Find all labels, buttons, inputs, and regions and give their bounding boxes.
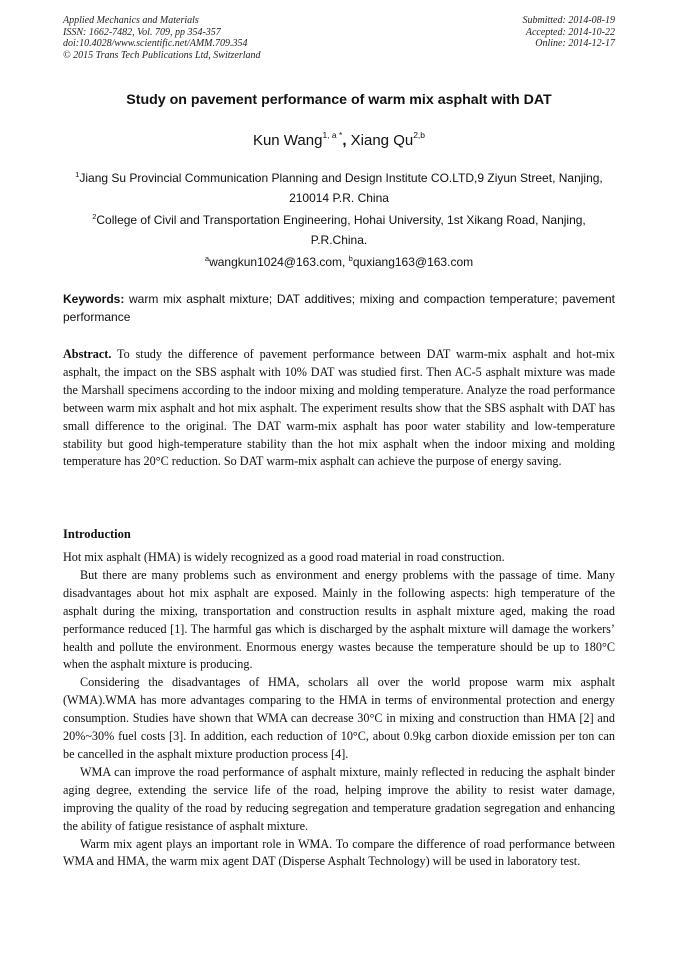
introduction-body xyxy=(63,549,615,871)
keywords-label: Keywords: xyxy=(63,292,125,306)
submitted-date: Submitted: 2014-08-19 xyxy=(522,15,615,26)
paragraph: But there are many problems such as environment and energy problems with the passage of time. Many disadvantages about hot mix asphalt are exposed. Mainly in the following aspects: high temperature of the asphalt during the mixing, transportation and construction results in asphalt mixture aged, making the road performance reduced [1]. The harmful gas which is discharged by the asphalt mixture will damage the workers’ health and pollute the environment. Enormous energy wastes because the temperature should be up to 180°C when the asphalt mixture is producing. xyxy=(63,567,615,672)
author-superscript: 2,b xyxy=(413,130,426,140)
email-address[interactable]: quxiang163@163.com xyxy=(352,255,474,269)
accepted-date: Accepted: 2014-10-22 xyxy=(525,26,615,38)
submission-dates xyxy=(523,15,616,50)
affiliation-text: Jiang Su Provincial Communication Planning and Design Institute CO.LTD,9 Ziyun Street, Nanjing, 210014 P.R. China xyxy=(79,171,603,205)
journal-issn: ISSN: 1662-7482, Vol. 709, pp 354-357 xyxy=(63,26,221,38)
email-address[interactable]: wangkun1024@163.com, xyxy=(209,255,349,269)
online-date: Online: 2014-12-17 xyxy=(535,38,615,49)
email-line xyxy=(63,249,615,272)
paragraph: Considering the disadvantages of HMA, scholars all over the world propose warm mix asphalt (WMA).WMA has more advantages comparing to the HMA in terms of environmental protection and energy consumption. Studies have shown that WMA can decrease 30°C in mixing and construction than HMA [2] and 20%~30% fuel costs [3]. In addition, each reduction of 10°C, about 0.9kg carbon dioxide emission per ton can be cancelled in the asphalt mixture production process [4]. xyxy=(63,675,615,761)
affiliation-2 xyxy=(63,207,615,250)
abstract-label: Abstract. xyxy=(63,347,112,361)
affiliation-text: College of Civil and Transportation Engineering, Hohai University, 1st Xikang Road, Nanjing, P.R.China. xyxy=(96,213,586,247)
author-name: Xiang Qu xyxy=(350,132,414,149)
paper-title: Study on pavement performance of warm mix asphalt with DAT xyxy=(126,92,552,108)
paragraph: Warm mix agent plays an important role in WMA. To compare the difference of road performance between WMA and HMA, the warm mix agent DAT (Disperse Asphalt Technology) will be used in laboratory test. xyxy=(63,836,615,869)
affiliation-marker: 1 xyxy=(75,170,80,179)
journal-name: Applied Mechanics and Materials xyxy=(63,15,199,26)
author-separator: , xyxy=(342,132,347,149)
affiliation-marker: 2 xyxy=(92,212,97,221)
paragraph: WMA can improve the road performance of asphalt mixture, mainly reflected in reducing the asphalt binder aging degree, extending the service life of the road, helping improve the ability to resist water damage, improving the quality of the road by reducing segregation and temperature gradation segregation and enhancing the ability of fatigue resistance of asphalt mixture. xyxy=(63,764,615,833)
keywords-text: warm mix asphalt mixture; DAT additives; mixing and compaction temperature; pavement performance xyxy=(63,292,615,324)
keywords-block xyxy=(63,290,615,326)
journal-info xyxy=(63,15,261,61)
affiliation-1 xyxy=(63,165,615,208)
email-marker: b xyxy=(348,254,353,263)
abstract-text: To study the difference of pavement performance between DAT warm-mix asphalt and hot-mix asphalt, the impact on the SBS asphalt with 10% DAT was studied first. Then AC-5 asphalt mixture was made the Marshall specimens according to the indoor mixing and molding temperature. Analyze the road performance between warm mix asphalt and hot mix asphalt. The experiment results show that the SBS asphalt with DAT has small difference to the original. The DAT warm-mix asphalt has poor water stability and low-temperature stability but good high-temperature stability than the hot mix asphalt when the indoor mixing and molding temperature has 20°C reduction. So DAT warm-mix asphalt can achieve the purpose of energy saving. xyxy=(63,347,615,469)
author-line xyxy=(40,130,638,149)
journal-copyright: © 2015 Trans Tech Publications Ltd, Switzerland xyxy=(63,49,261,61)
paragraph: Hot mix asphalt (HMA) is widely recognized as a good road material in road construction. xyxy=(63,550,505,564)
abstract-block xyxy=(63,346,615,471)
email-marker: a xyxy=(204,254,210,263)
author-name: Kun Wang xyxy=(252,132,323,149)
author-superscript: 1, a * xyxy=(322,130,343,140)
section-heading-introduction: Introduction xyxy=(63,527,131,541)
journal-doi[interactable]: doi:10.4028/www.scientific.net/AMM.709.354 xyxy=(63,38,248,49)
